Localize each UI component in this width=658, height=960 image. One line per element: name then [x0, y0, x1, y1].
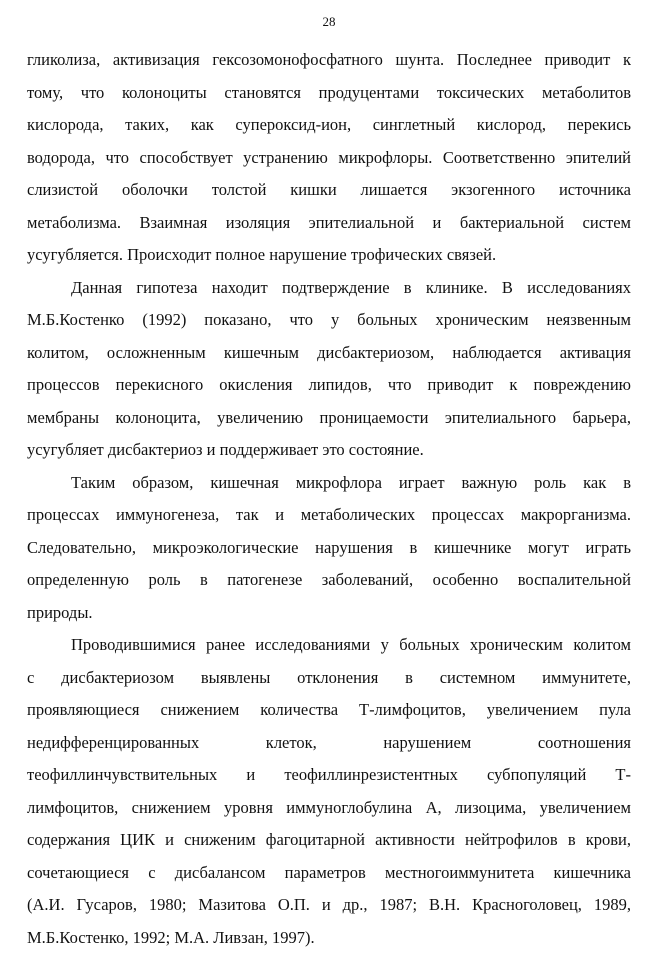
text-line: Проводившимися ранее исследованиями у больных хроническим колитом	[71, 635, 631, 654]
text-line: Следовательно, микроэкологические нарушения в кишечнике могут играть	[27, 537, 631, 557]
text-line: определенную роль в патогенезе заболеваний, особенно воспалительной	[27, 570, 631, 589]
paragraph	[27, 272, 631, 467]
document-body	[27, 44, 631, 954]
paragraph	[27, 467, 631, 630]
page-number: 28	[322, 14, 336, 29]
text-line: слизистой оболочки толстой кишки лишается экзогенного источника	[27, 180, 631, 199]
text-line: процессов перекисного окисления липидов, что приводит к повреждению	[27, 375, 631, 394]
text-line: лимфоцитов, снижением уровня иммуноглобулина А, лизоцима, увеличением	[27, 797, 631, 817]
text-line: Данная гипотеза находит подтверждение в клинике. В исследованиях	[71, 277, 631, 297]
text-line: недифференцированных клеток, нарушением соотношения	[27, 732, 631, 752]
text-line: теофиллинчувствительных и теофиллинрезистентных субпопуляций Т-	[27, 765, 631, 784]
text-line: проявляющиеся снижением количества Т-лимфоцитов, увеличением пула	[27, 700, 631, 719]
text-line: усугубляет дисбактериоз и поддерживает это состояние.	[27, 440, 424, 459]
text-line: с дисбактериозом выявлены отклонения в системном иммунитете,	[27, 667, 631, 687]
text-line: метаболизма. Взаимная изоляция эпителиальной и бактериальной систем	[27, 212, 631, 232]
text-line: тому, что колоноциты становятся продуцентами токсических метаболитов	[27, 82, 631, 102]
text-line: процессах иммуногенеза, так и метаболических процессах макрорганизма.	[27, 505, 631, 524]
text-line: М.Б.Костенко (1992) показано, что у больных хроническим неязвенным	[27, 310, 631, 329]
text-line: сочетающиеся с дисбалансом параметров местногоиммунитета кишечника	[27, 862, 631, 882]
paragraph	[27, 629, 631, 954]
text-line: гликолиза, активизация гексозомонофосфатного шунта. Последнее приводит к	[27, 50, 631, 69]
paragraph	[27, 44, 631, 272]
text-line: колитом, осложненным кишечным дисбактериозом, наблюдается активация	[27, 342, 631, 362]
text-line: содержания ЦИК и сниженим фагоцитарной активности нейтрофилов в крови,	[27, 830, 631, 849]
text-line: кислорода, таких, как супероксид-ион, синглетный кислород, перекись	[27, 115, 631, 134]
text-line: (А.И. Гусаров, 1980; Мазитова О.П. и др., 1987; В.Н. Красноголовец, 1989,	[27, 895, 631, 914]
text-line: мембраны колоноцита, увеличению проницаемости эпителиального барьера,	[27, 407, 631, 427]
text-line: М.Б.Костенко, 1992; М.А. Ливзан, 1997).	[27, 927, 315, 947]
text-line: водорода, что способствует устранению микрофлоры. Соответственно эпителий	[27, 147, 631, 167]
text-line: Таким образом, кишечная микрофлора играет важную роль как в	[71, 472, 631, 492]
text-line: усугубляется. Происходит полное нарушение трофических связей.	[27, 245, 497, 264]
text-line: природы.	[27, 602, 93, 622]
